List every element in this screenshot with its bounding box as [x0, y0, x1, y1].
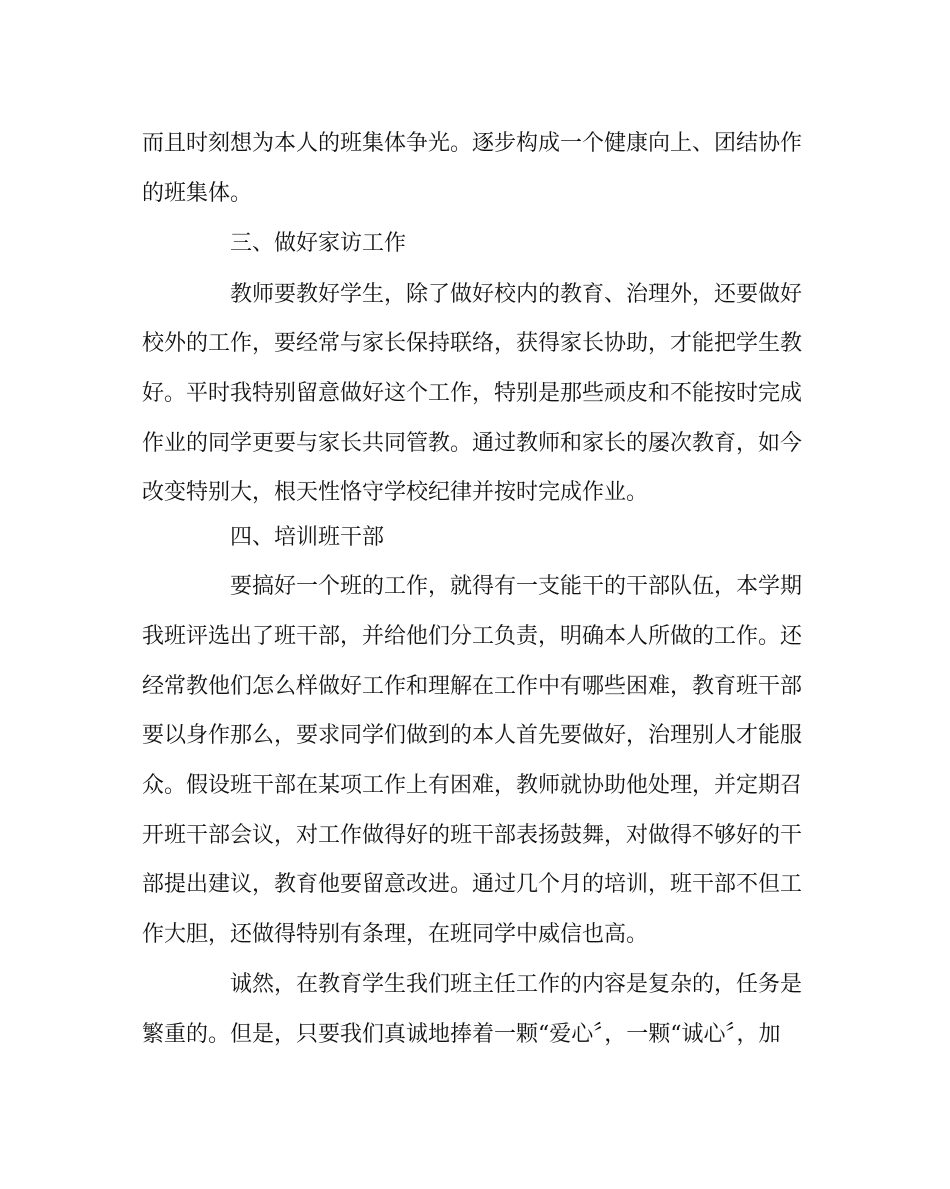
- text-line: 改变特别大，根天性恪守学校纪律并按时完成作业。: [142, 480, 649, 505]
- text-line: 部提出建议，教育他要留意改进。通过几个月的培训，班干部不但工: [142, 872, 803, 897]
- text-line: 要以身作那么，要求同学们做到的本人首先要做好，治理别人才能服: [142, 723, 803, 748]
- text-line: 教师要教好学生，除了做好校内的教育、治理外，还要做好: [230, 282, 803, 307]
- text-line: 繁重的。但是，只要我们真诚地捧着一颗“爱心〞，一颗“诚心〞，加: [142, 1022, 781, 1047]
- section-heading: 三、做好家访工作: [230, 231, 407, 256]
- text-line: 作大胆，还做得特别有条理，在班同学中威信也高。: [142, 922, 649, 947]
- text-line: 而且时刻想为本人的班集体争光。逐步构成一个健康向上、团结协作: [142, 131, 803, 156]
- text-line: 诚然，在教育学生我们班主任工作的内容是复杂的，任务是: [230, 972, 803, 997]
- text-line: 的班集体。: [142, 181, 253, 206]
- text-line: 作业的同学更要与家长共同管教。通过教师和家长的屡次教育，如今: [142, 431, 803, 456]
- text-line: 好。平时我特别留意做好这个工作，特别是那些顽皮和不能按时完成: [142, 381, 803, 406]
- text-line: 经常教他们怎么样做好工作和理解在工作中有哪些困难，教育班干部: [142, 674, 803, 699]
- text-line: 众。假设班干部在某项工作上有困难，教师就协助他处理，并定期召: [142, 773, 803, 798]
- text-line: 要搞好一个班的工作，就得有一支能干的干部队伍，本学期: [230, 574, 803, 599]
- section-heading: 四、培训班干部: [230, 525, 385, 550]
- text-line: 开班干部会议，对工作做得好的班干部表扬鼓舞，对做得不够好的干: [142, 823, 803, 848]
- text-line: 我班评选出了班干部，并给他们分工负责，明确本人所做的工作。还: [142, 624, 803, 649]
- text-line: 校外的工作，要经常与家长保持联络，获得家长协助，才能把学生教: [142, 331, 803, 356]
